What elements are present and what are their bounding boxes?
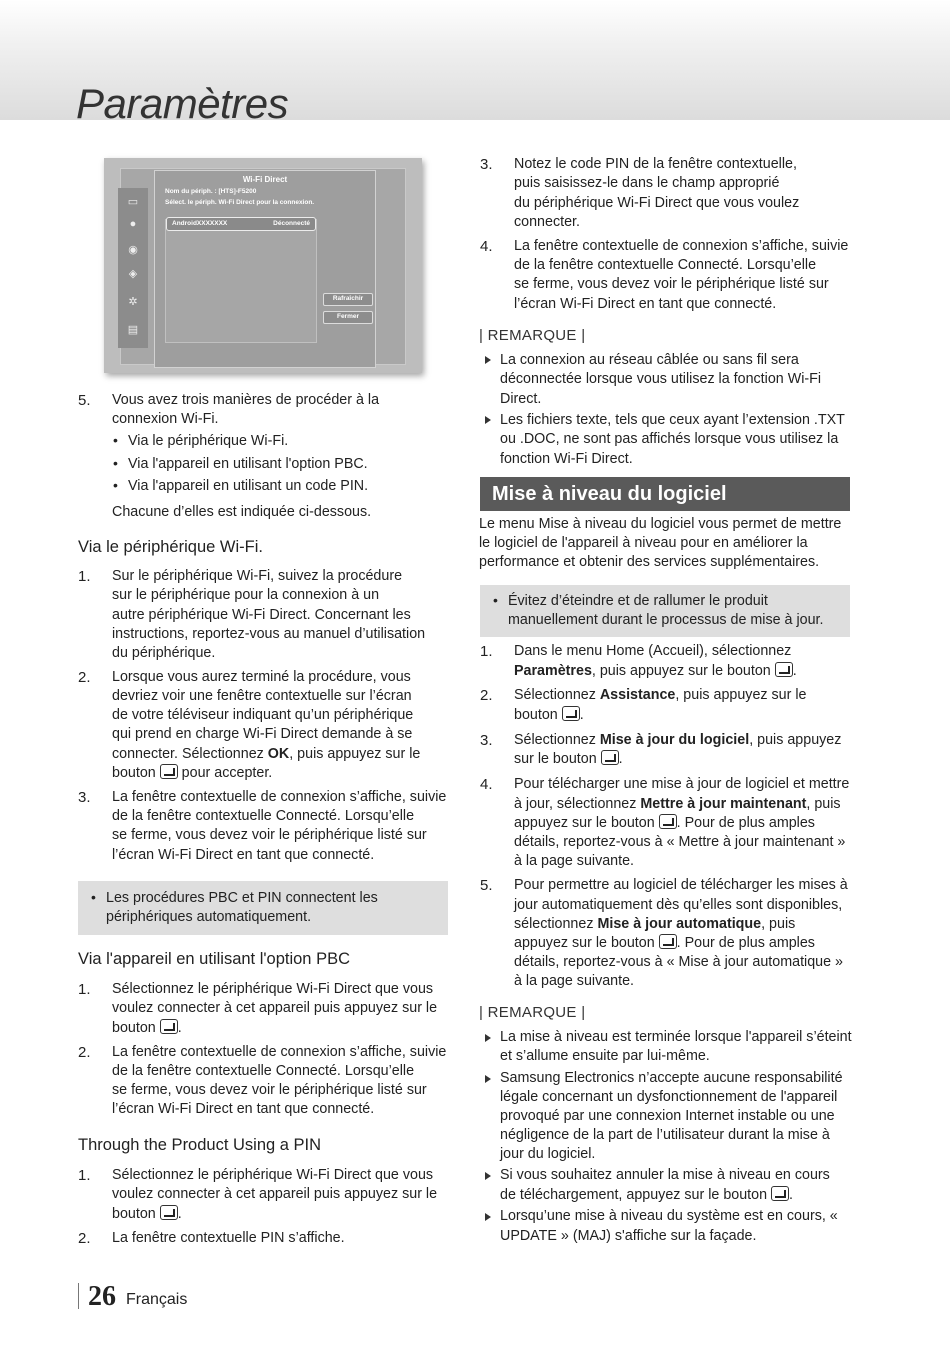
remark-text: Si vous souhaitez annuler la mise à niveau en cours (500, 1167, 830, 1183)
bullet-text: Via le périphérique Wi-Fi. (128, 433, 289, 449)
step-text: Lorsque vous aurez terminé la procédure, vous (112, 669, 411, 685)
device-item[interactable] (166, 217, 316, 231)
triangle-bullet-icon (485, 1172, 491, 1180)
step-text: devriez voir une fenêtre contextuelle sur l’écran (112, 688, 412, 704)
step-number: 3. (480, 732, 493, 749)
remark-heading: | REMARQUE | (479, 327, 586, 344)
step-number: 3. (480, 156, 493, 173)
step-text: l’écran Wi-Fi Direct en tant que connecté. (112, 1101, 375, 1117)
remark-heading: | REMARQUE | (479, 1004, 586, 1021)
remark-text: jour du logiciel. (500, 1146, 596, 1162)
step-number: 1. (78, 568, 91, 585)
step-text: Vous avez trois manières de procéder à la (112, 392, 380, 408)
wifi-direct-screenshot (104, 158, 422, 373)
step-number: 2. (78, 669, 91, 686)
step-number: 3. (78, 789, 91, 806)
remark-text: La mise à niveau est terminée lorsque l'appareil s’éteint (500, 1029, 852, 1045)
step-text: qui prend en charge Wi-Fi Direct demande à se (112, 726, 413, 742)
page-number: 26 (88, 1281, 116, 1312)
step-text: appuyez sur le bouton . Pour de plus amples (514, 935, 815, 951)
page-title: Paramètres (76, 80, 289, 127)
close-button[interactable]: Fermer (323, 311, 373, 324)
bullet-dot: • (113, 432, 118, 448)
step-text: détails, reportez-vous à « Mettre à jour maintenant » (514, 834, 846, 850)
triangle-bullet-icon (485, 1075, 491, 1083)
step-text: à jour, sélectionnez Mettre à jour maintenant, puis (514, 796, 841, 812)
remark-text: légale concernant un dysfonctionnement de l'appareil (500, 1089, 838, 1105)
tv-sidebar (118, 188, 148, 348)
step-text: de votre téléviseur indiquant qu’un périphérique (112, 707, 414, 723)
remark-text: et s’allume ensuite par lui-même. (500, 1048, 710, 1064)
remark-text: Samsung Electronics n’accepte aucune responsabilité (500, 1070, 843, 1086)
step-text: puis saisissez-le dans le champ approprié (514, 175, 780, 191)
remark-text: La connexion au réseau câblée ou sans fil sera (500, 352, 799, 368)
step-text: bouton . (112, 1206, 182, 1222)
step-text: de la fenêtre contextuelle Connecté. Lorsqu’elle (112, 1063, 415, 1079)
device-item-name: AndroidXXXXXXX (172, 220, 228, 227)
dialog-title: Wi-Fi Direct (242, 175, 288, 184)
step-number: 1. (78, 1167, 91, 1184)
bullet-dot: • (113, 455, 118, 471)
step-text: se ferme, vous devez voir le périphérique listé sur (112, 1082, 427, 1098)
warning-text: Évitez d’éteindre et de rallumer le produit (508, 593, 768, 609)
step-number: 2. (480, 687, 493, 704)
step-text: jour automatiquement dès qu’elles sont disponibles, (514, 897, 843, 913)
step-text: à la page suivante. (514, 973, 635, 989)
enter-icon (775, 662, 793, 677)
step-number: 5. (78, 392, 91, 409)
remark-text: Lorsqu’une mise à niveau du système est en cours, « (500, 1208, 838, 1224)
step-text: l’écran Wi-Fi Direct en tant que connecté. (514, 296, 777, 312)
step-text: de la fenêtre contextuelle Connecté. Lorsqu’elle (514, 257, 817, 273)
enter-icon (771, 1186, 789, 1201)
step-text: voulez connecter à cet appareil puis appuyez sur le (112, 1186, 438, 1202)
intro-text: performance et obtenir des services supplémentaires. (479, 554, 820, 570)
bullet-text: Via l'appareil en utilisant un code PIN. (128, 478, 369, 494)
remark-text: négligence de la part de l’utilisateur durant la mise à (500, 1127, 830, 1143)
step-text: autre périphérique Wi-Fi Direct. Concernant les (112, 607, 411, 623)
step-text: Sélectionnez le périphérique Wi-Fi Direct que vous (112, 981, 434, 997)
triangle-bullet-icon (485, 1213, 491, 1221)
remark-text: provoqué par une connexion Internet instable ou une (500, 1108, 835, 1124)
enter-icon (160, 1019, 178, 1034)
step-text: voulez connecter à cet appareil puis appuyez sur le (112, 1000, 438, 1016)
step-text: La fenêtre contextuelle PIN s’affiche. (112, 1230, 345, 1246)
step-text: se ferme, vous devez voir le périphérique listé sur (514, 276, 829, 292)
step-text: Pour télécharger une mise à jour de logiciel et mettre (514, 776, 850, 792)
triangle-bullet-icon (485, 1034, 491, 1042)
step-text: Sélectionnez Assistance, puis appuyez sur le (514, 687, 807, 703)
section-heading: Via l'appareil en utilisant l'option PBC (78, 950, 350, 968)
enter-icon (659, 934, 677, 949)
step-text: connexion Wi-Fi. (112, 411, 219, 427)
note-text: périphériques automatiquement. (106, 909, 312, 925)
step-text: connecter. Sélectionnez OK, puis appuyez sur le (112, 746, 421, 762)
step-text: Sur le périphérique Wi-Fi, suivez la procédure (112, 568, 403, 584)
device-name-label: Nom du périph. : [HTS]-F5200 (165, 188, 257, 195)
remark-text: ou .DOC, ne sont pas affichés lorsque vous utilisez la (500, 431, 839, 447)
remark-text: Direct. (500, 391, 542, 407)
step-text: La fenêtre contextuelle de connexion s’affiche, suivie (514, 238, 849, 254)
step-text: Sélectionnez le périphérique Wi-Fi Direct que vous (112, 1167, 434, 1183)
remark-text: déconnectée lorsque vous utilisez la fonction Wi-Fi (500, 371, 822, 387)
section-title-bar: Mise à niveau du logiciel (480, 477, 850, 511)
wifi-direct-dialog (154, 170, 376, 368)
step-number: 4. (480, 238, 493, 255)
step-number: 2. (78, 1230, 91, 1247)
note-text: Les procédures PBC et PIN connectent les (106, 890, 378, 906)
box-icon: ◈ (128, 268, 138, 280)
step-text: à la page suivante. (514, 853, 635, 869)
photo-icon: ▭ (127, 196, 139, 208)
bullet-dot: • (91, 889, 96, 905)
step-text: détails, reportez-vous à « Mise à jour automatique » (514, 954, 844, 970)
step-text: sur le bouton . (514, 751, 623, 767)
disc-icon: ● (129, 218, 137, 230)
step-text: de la fenêtre contextuelle Connecté. Lorsqu’elle (112, 808, 415, 824)
page-language: Français (126, 1291, 188, 1308)
step-text: bouton . (112, 1020, 182, 1036)
step-text: Sélectionnez Mise à jour du logiciel, puis appuyez (514, 732, 842, 748)
gear-icon: ✲ (128, 296, 138, 308)
step-text: l’écran Wi-Fi Direct en tant que connecté. (112, 847, 375, 863)
remark-text: Les fichiers texte, tels que ceux ayant l’extension .TXT (500, 412, 845, 428)
step-text: instructions, reportez-vous au manuel d’utilisation (112, 626, 426, 642)
step-text: La fenêtre contextuelle de connexion s’affiche, suivie (112, 789, 447, 805)
section-heading: Via le périphérique Wi-Fi. (78, 538, 263, 556)
enter-icon (562, 706, 580, 721)
step-text: Paramètres, puis appuyez sur le bouton . (514, 663, 797, 679)
step-number: 1. (78, 981, 91, 998)
step-text: connecter. (514, 214, 580, 230)
step-text: bouton pour accepter. (112, 765, 273, 781)
remark-text: de téléchargement, appuyez sur le bouton . (500, 1187, 794, 1203)
bullet-dot: • (113, 477, 118, 493)
enter-icon (659, 814, 677, 829)
remark-text: UPDATE » (MAJ) s'affiche sur la façade. (500, 1228, 757, 1244)
warning-text: manuellement durant le processus de mise à jour. (508, 612, 824, 628)
bullet-dot: • (493, 592, 498, 608)
step-text: du périphérique. (112, 645, 216, 661)
step-text: Dans le menu Home (Accueil), sélectionnez (514, 643, 792, 659)
step-text: se ferme, vous devez voir le périphérique listé sur (112, 827, 427, 843)
intro-text: le logiciel de l'appareil à niveau pour en améliorer la (479, 535, 808, 551)
step-text: Chacune d’elles est indiquée ci-dessous. (112, 504, 372, 520)
intro-text: Le menu Mise à niveau du logiciel vous permet de mettre (479, 516, 842, 532)
step-text: sélectionnez Mise à jour automatique, puis (514, 916, 796, 932)
book-icon: ▤ (127, 324, 139, 336)
step-text: La fenêtre contextuelle de connexion s’affiche, suivie (112, 1044, 447, 1060)
step-text: Notez le code PIN de la fenêtre contextuelle, (514, 156, 797, 172)
enter-icon (160, 1205, 178, 1220)
step-number: 2. (78, 1044, 91, 1061)
instruction-label: Sélect. le périph. Wi-Fi Direct pour la connexion. (165, 199, 315, 206)
step-number: 5. (480, 877, 493, 894)
step-number: 1. (480, 643, 493, 660)
step-text: Pour permettre au logiciel de télécharger les mises à (514, 877, 848, 893)
globe-icon: ◉ (128, 244, 138, 256)
triangle-bullet-icon (485, 416, 491, 424)
footer-divider (78, 1283, 79, 1309)
step-text: bouton . (514, 707, 584, 723)
step-text: du périphérique Wi-Fi Direct que vous voulez (514, 195, 800, 211)
refresh-button[interactable]: Rafraîchir (323, 293, 373, 306)
step-number: 4. (480, 776, 493, 793)
step-text: sur le périphérique pour la connexion à un (112, 587, 380, 603)
device-item-status: Déconnecté (273, 220, 310, 227)
enter-icon (601, 750, 619, 765)
enter-icon (160, 764, 178, 779)
section-heading: Through the Product Using a PIN (78, 1136, 322, 1154)
device-list (165, 219, 317, 343)
remark-text: fonction Wi-Fi Direct. (500, 451, 633, 467)
step-text: appuyez sur le bouton . Pour de plus amples (514, 815, 815, 831)
bullet-text: Via l'appareil en utilisant l'option PBC. (128, 456, 368, 472)
triangle-bullet-icon (485, 356, 491, 364)
